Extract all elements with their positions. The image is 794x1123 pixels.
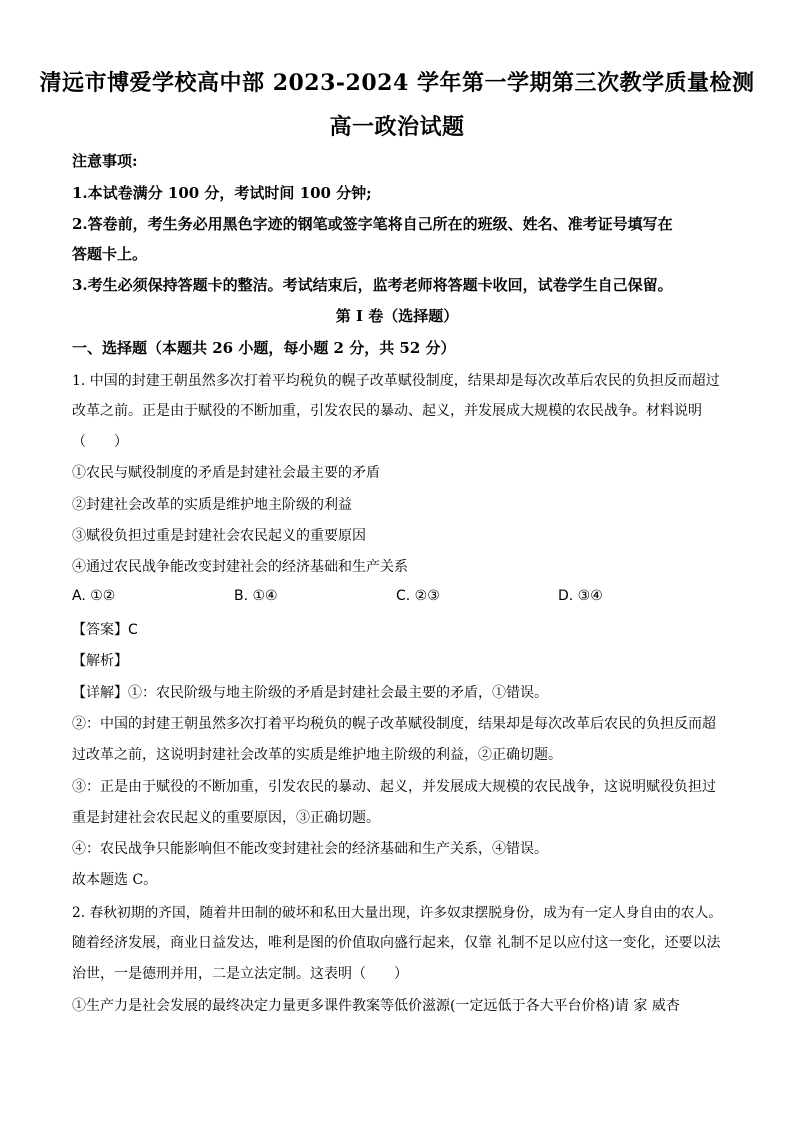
q1-conclusion: 故本题选 C。: [72, 872, 158, 888]
q1-detail-3: ③：正是由于赋役的不断加重，引发农民的暴动、起义，并发展成大规模的农民战争，这说明赋役负担过: [72, 779, 716, 795]
q1-statement-2: ②封建社会改革的实质是维护地主阶级的利益: [72, 497, 352, 513]
section-title: 一、选择题（本题共 26 小题，每小题 2 分，共 52 分）: [72, 339, 456, 357]
q1-statement-1: ①农民与赋役制度的矛盾是封建社会最主要的矛盾: [72, 465, 380, 481]
note-item-3: 3.考生必须保持答题卡的整洁。考试结束后，监考老师将答题卡收回，试卷学生自己保留。: [72, 276, 673, 294]
q1-statement-4: ④通过农民战争能改变封建社会的经济基础和生产关系: [72, 559, 408, 575]
exam-subtitle: 高一政治试题: [329, 114, 465, 140]
detail-label: 【详解】: [72, 685, 128, 701]
q1-detail-2: ②：中国的封建王朝虽然多次打着平均税负的幌子改革赋役制度，结果却是每次改革后农民的负担反而超: [72, 716, 716, 732]
answer-label: 【答案】: [72, 622, 128, 638]
q1-option-a: A. ①②: [72, 588, 116, 604]
q1-option-c: C. ②③: [396, 588, 440, 604]
answer-value: C: [128, 622, 138, 638]
q2-stem-cont: 随着经济发展，商业日益发达，唯利是图的价值取向盛行起来，仅靠 礼制不足以应付这一变化，还要以法: [72, 935, 721, 951]
q1-stem: 1. 中国的封建王朝虽然多次打着平均税负的幌子改革赋役制度，结果却是每次改革后农民的负担反而超过: [72, 373, 720, 389]
note-item-2: 2.答卷前，考生务必用黑色字迹的钢笔或签字笔将自己所在的班级、姓名、准考证号填写在: [72, 215, 673, 233]
q2-statement-1: ①生产力是社会发展的最终决定力量更多课件教案等低价滋源(一定远低于各大平台价格)请 家 威杏: [72, 998, 680, 1014]
note-item-2-cont: 答题卡上。: [72, 245, 148, 263]
note-item-1: 1.本试卷满分 100 分，考试时间 100 分钟;: [72, 184, 372, 202]
volume-title: 第 I 卷（选择题）: [335, 307, 459, 325]
q1-statement-3: ③赋役负担过重是封建社会农民起义的重要原因: [72, 528, 366, 544]
q1-detail-3-cont: 重是封建社会农民起义的重要原因，③正确切题。: [72, 810, 380, 826]
q1-stem-cont: 改革之前。正是由于赋役的不断加重，引发农民的暴动、起义，并发展成大规模的农民战争。材料说明: [72, 403, 702, 419]
detail-text-1: ①：农民阶级与地主阶级的矛盾是封建社会最主要的矛盾，①错误。: [128, 685, 548, 701]
q1-option-d: D. ③④: [558, 588, 603, 604]
q1-detail-2-cont: 过改革之前，这说明封建社会改革的实质是维护地主阶级的利益，②正确切题。: [72, 747, 562, 763]
q1-detail-1: [72, 682, 732, 702]
q1-answer-line: [72, 619, 732, 639]
notes-heading: 注意事项:: [72, 152, 138, 170]
exam-title: 清远市博爱学校高中部 2023-2024 学年第一学期第三次教学质量检测: [39, 70, 755, 96]
q2-stem: 2. 春秋初期的齐国，随着井田制的破坏和私田大量出现，许多奴隶摆脱身份，成为有一定人身自由的农人。: [72, 905, 722, 921]
q2-stem-cont-2: 治世，一是德刑并用，二是立法定制。这表明（ ）: [72, 966, 408, 982]
analysis-label: 【解析】: [72, 653, 128, 669]
q1-detail-4: ④：农民战争只能影响但不能改变封建社会的经济基础和生产关系，④错误。: [72, 841, 548, 857]
q1-blank: （ ）: [72, 434, 128, 450]
q1-option-b: B. ①④: [234, 588, 278, 604]
